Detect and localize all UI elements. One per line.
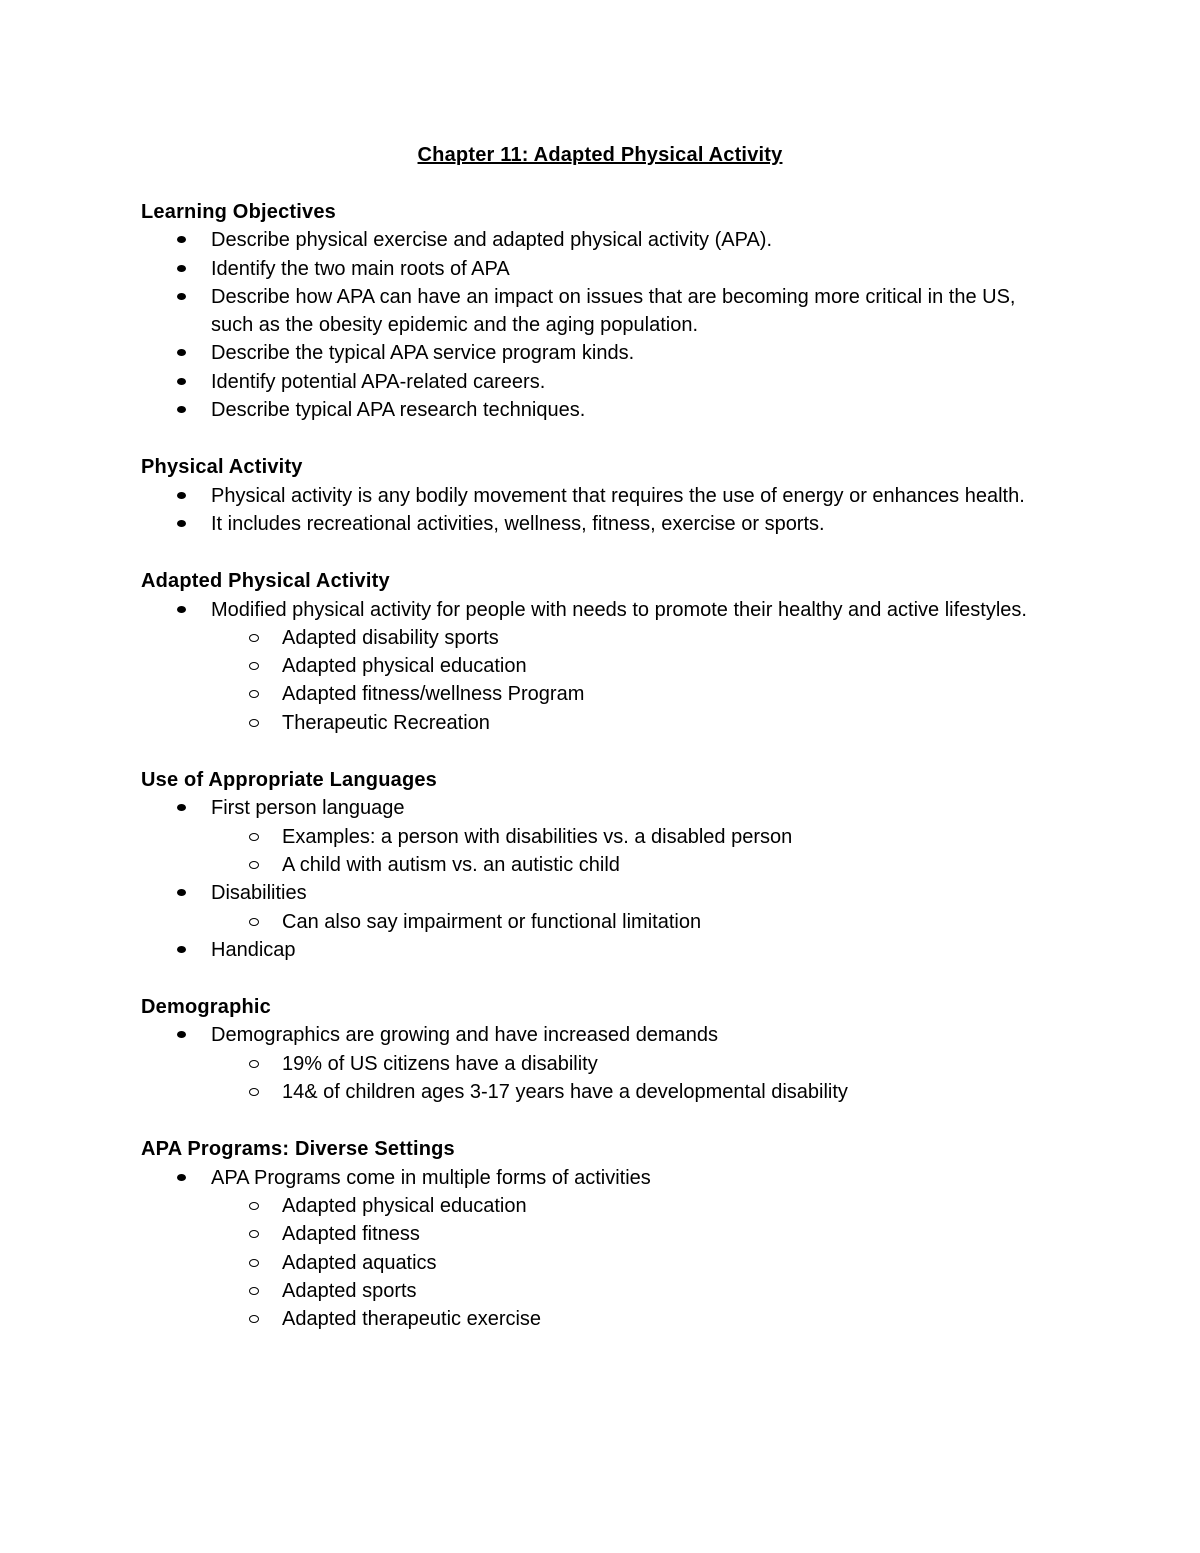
sub-list-item-text: A child with autism vs. an autistic child <box>282 853 620 876</box>
list-item <box>141 396 1061 424</box>
section <box>141 198 1061 424</box>
page-title: Chapter 11: Adapted Physical Activity <box>417 144 783 166</box>
sub-list-item-text: Therapeutic Recreation <box>282 711 490 734</box>
section-heading: APA Programs: Diverse Settings <box>141 1138 455 1161</box>
sub-list-item-text: 19% of US citizens have a disability <box>282 1052 598 1075</box>
list-item-text: APA Programs come in multiple forms of activities <box>211 1166 651 1189</box>
sub-list-item <box>141 908 1061 936</box>
list-item <box>141 510 1061 538</box>
list-item <box>141 368 1061 396</box>
list-item-text: Identify potential APA-related careers. <box>211 370 546 393</box>
sub-list-item-text: Examples: a person with disabilities vs. a disabled person <box>282 825 793 848</box>
document-body <box>141 198 1061 1362</box>
section <box>141 1135 1061 1333</box>
section <box>141 766 1061 964</box>
list-item-text: Identify the two main roots of APA <box>211 257 510 280</box>
list-item-text: Describe typical APA research techniques. <box>211 399 586 422</box>
section-heading: Learning Objectives <box>141 201 336 223</box>
section-heading: Physical Activity <box>141 456 303 479</box>
sub-list-item <box>141 652 1061 680</box>
sub-list-item <box>141 1305 1061 1333</box>
list-item-text: Describe how APA can have an impact on issues that are becoming more critical in the US, such as the obesity epidemic and the aging population. <box>211 285 1016 337</box>
list-item <box>141 283 1061 340</box>
sub-list-item <box>141 709 1061 737</box>
list-item <box>141 339 1061 367</box>
sub-list-item <box>141 680 1061 708</box>
list-item-text: Describe the typical APA service program kinds. <box>211 342 635 365</box>
sub-list-item <box>141 1220 1061 1248</box>
list-item-text: Handicap <box>211 938 296 961</box>
list-item <box>141 794 1061 822</box>
sub-list-item-text: Adapted disability sports <box>282 626 499 649</box>
list-item-text: It includes recreational activities, wellness, fitness, exercise or sports. <box>211 512 825 535</box>
list-item-text: Modified physical activity for people with needs to promote their healthy and active lifestyles. <box>211 598 1027 621</box>
list-item-text: Physical activity is any bodily movement that requires the use of energy or enhances health. <box>211 484 1025 507</box>
sub-list-item <box>141 1078 1061 1106</box>
list-item-text: Describe physical exercise and adapted physical activity (APA). <box>211 229 772 252</box>
bullet-list <box>141 226 1061 424</box>
sub-list-item-text: Adapted sports <box>282 1279 417 1302</box>
list-item <box>141 596 1061 624</box>
list-item <box>141 255 1061 283</box>
bullet-list <box>141 482 1061 539</box>
sub-list-item <box>141 823 1061 851</box>
sub-list-item-text: Adapted physical education <box>282 1194 527 1217</box>
list-item <box>141 482 1061 510</box>
list-item <box>141 226 1061 254</box>
sub-list-item <box>141 624 1061 652</box>
sub-list-item <box>141 851 1061 879</box>
sub-list-item-text: Adapted fitness/wellness Program <box>282 683 585 706</box>
sub-list-item-text: Adapted fitness <box>282 1223 420 1246</box>
sub-list-item <box>141 1192 1061 1220</box>
list-item <box>141 1164 1061 1192</box>
sub-list-item <box>141 1249 1061 1277</box>
bullet-list <box>141 1164 1061 1334</box>
section-heading: Demographic <box>141 996 272 1019</box>
sub-list-item <box>141 1277 1061 1305</box>
list-item <box>141 936 1061 964</box>
list-item <box>141 1021 1061 1049</box>
section <box>141 993 1061 1106</box>
sub-list-item-text: Adapted therapeutic exercise <box>282 1308 542 1331</box>
bullet-list <box>141 596 1061 737</box>
section <box>141 567 1061 737</box>
section <box>141 453 1061 538</box>
section-heading: Adapted Physical Activity <box>141 570 390 593</box>
list-item <box>141 879 1061 907</box>
sub-list-item <box>141 1050 1061 1078</box>
sub-list-item-text: Adapted aquatics <box>282 1251 437 1274</box>
section-heading: Use of Appropriate Languages <box>141 769 438 792</box>
list-item-text: First person language <box>211 797 405 820</box>
bullet-list <box>141 1021 1061 1106</box>
bullet-list <box>141 794 1061 964</box>
sub-list-item-text: Adapted physical education <box>282 655 527 678</box>
sub-list-item-text: Can also say impairment or functional limitation <box>282 910 702 933</box>
list-item-text: Disabilities <box>211 882 307 905</box>
sub-list-item-text: 14& of children ages 3-17 years have a developmental disability <box>282 1081 848 1104</box>
list-item-text: Demographics are growing and have increased demands <box>211 1024 718 1047</box>
